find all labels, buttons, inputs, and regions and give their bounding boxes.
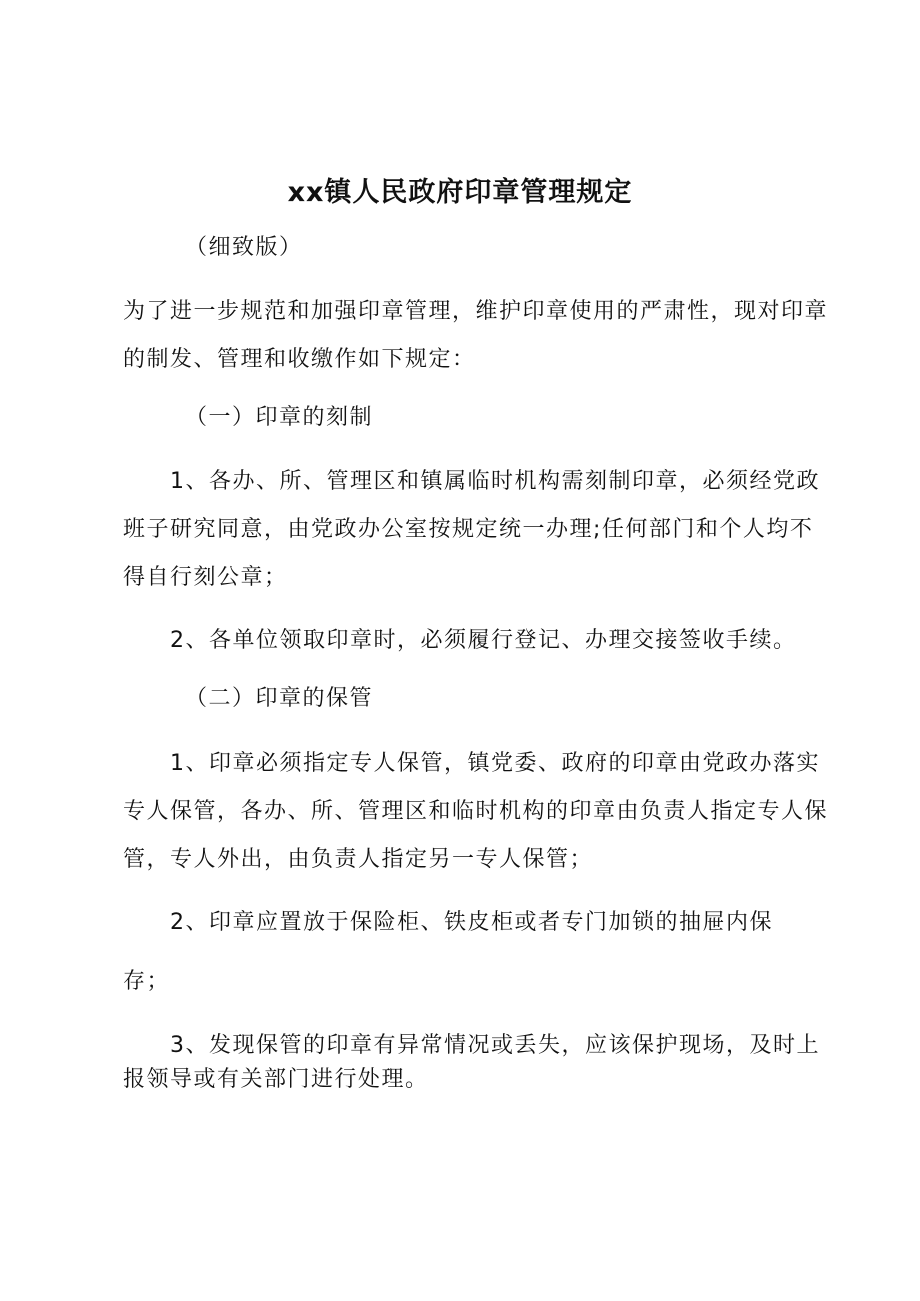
document-title: xx镇人民政府印章管理规定 [287,177,633,208]
s2-item1-line2: 专人保管，各办、所、管理区和临时机构的印章由负责人指定专人保 [123,799,829,824]
section-heading-engraving: （一）印章的刻制 [185,405,374,430]
intro-line-1: 为了进一步规范和加强印章管理，维护印章使用的严肃性，现对印章 [123,299,829,324]
s2-item2-line2: 存； [123,969,171,994]
intro-line-2: 的制发、管理和收缴作如下规定： [123,347,476,372]
s1-item1-line1: 1、各办、所、管理区和镇属临时机构需刻制印章，必须经党政 [170,469,820,494]
s1-item2-line1: 2、各单位领取印章时，必须履行登记、办理交接签收手续。 [170,628,797,653]
s2-item1-line1: 1、印章必须指定专人保管，镇党委、政府的印章由党政办落实 [170,751,820,776]
s2-item2-line1: 2、印章应置放于保险柜、铁皮柜或者专门加锁的抽屉内保 [170,910,773,935]
s2-item1-line3: 管，专人外出，由负责人指定另一专人保管； [123,847,594,872]
s2-item3-line1: 3、发现保管的印章有异常情况或丢失，应该保护现场，及时上 [170,1033,820,1058]
s2-item3-line2: 报领导或有关部门进行处理。 [123,1067,429,1092]
s1-item1-line2: 班子研究同意，由党政办公室按规定统一办理;任何部门和个人均不 [123,517,814,542]
section-heading-custody: （二）印章的保管 [185,686,374,711]
edition-note: （细致版） [185,235,303,260]
s1-item1-line3: 得自行刻公章； [123,565,288,590]
